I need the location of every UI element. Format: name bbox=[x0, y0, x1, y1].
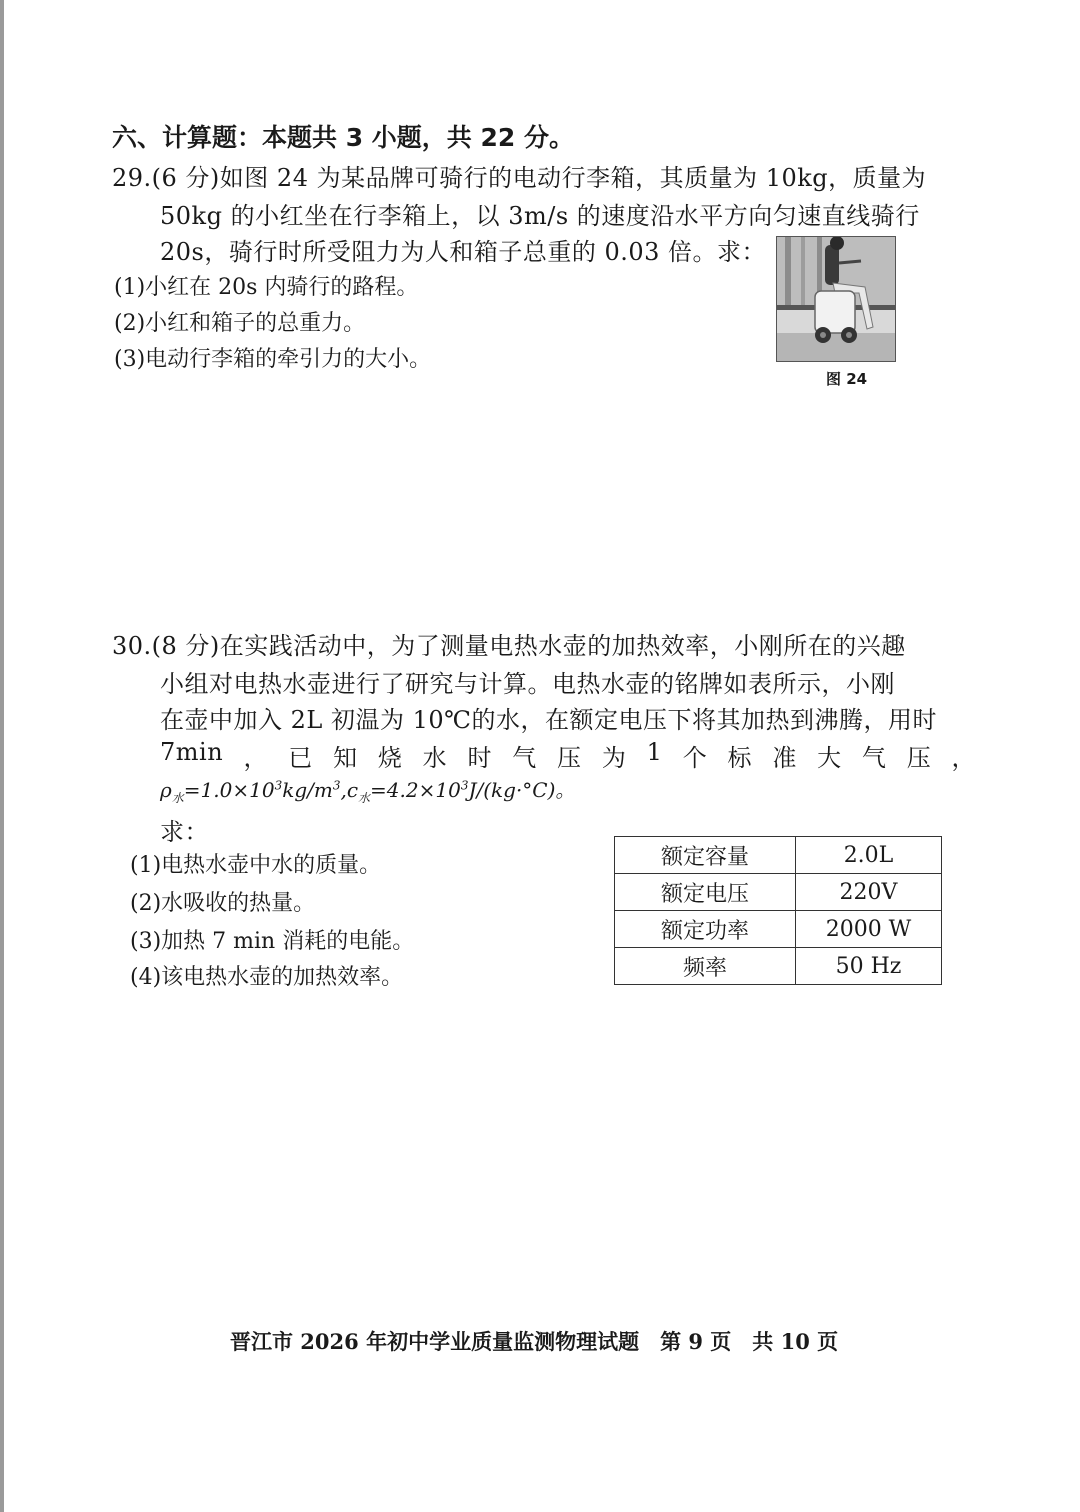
suitcase-scooter-photo bbox=[776, 236, 896, 362]
q30-sub2: (2)水吸收的热量。 bbox=[130, 891, 316, 916]
q30-line4-word: 标 bbox=[727, 744, 753, 772]
q30-line4-word: ， bbox=[243, 744, 268, 772]
q30-line4-word: 烧 bbox=[377, 744, 403, 772]
table-row bbox=[615, 948, 942, 985]
page-edge bbox=[0, 0, 4, 1512]
q30-sub4: (4)该电热水壶的加热效率。 bbox=[130, 965, 404, 990]
rho-unit: kg/m bbox=[282, 778, 333, 802]
q29-line1: 29.(6 分)如图 24 为某品牌可骑行的电动行李箱，其质量为 10kg，质量为 bbox=[112, 164, 927, 192]
q30-line4-word: 1 bbox=[646, 738, 663, 766]
q30-line4-word: 气 bbox=[861, 744, 887, 772]
nameplate-value: 2.0L bbox=[796, 837, 942, 874]
nameplate-value: 2000 W bbox=[796, 911, 942, 948]
q29-line3: 20s，骑行时所受阻力为人和箱子总重的 0.03 倍。求： bbox=[160, 238, 767, 266]
c-unit: J/(kg·°C) bbox=[468, 778, 556, 802]
c-sub: 水 bbox=[358, 791, 371, 805]
q30-line1: 30.(8 分)在实践活动中，为了测量电热水壶的加热效率，小刚所在的兴趣 bbox=[112, 632, 906, 660]
q29-sub1: (1)小红在 20s 内骑行的路程。 bbox=[114, 275, 419, 300]
q30-line4 bbox=[160, 738, 976, 773]
q29-sub2: (2)小红和箱子的总重力。 bbox=[114, 311, 366, 336]
section-heading: 六、计算题：本题共 3 小题，共 22 分。 bbox=[112, 123, 575, 152]
kettle-nameplate-table bbox=[614, 836, 942, 985]
q30-line4-word: 个 bbox=[682, 744, 708, 772]
q29-sub3: (3)电动行李箱的牵引力的大小。 bbox=[114, 347, 432, 372]
nameplate-label: 额定电压 bbox=[615, 874, 796, 911]
q30-line4-word: 气 bbox=[512, 744, 537, 772]
q30-sub1: (1)电热水壶中水的质量。 bbox=[130, 853, 382, 878]
q30-line4-word: 大 bbox=[817, 744, 842, 772]
nameplate-label: 额定功率 bbox=[615, 911, 796, 948]
q30-line4-word: 压 bbox=[557, 744, 582, 772]
c-symbol: ,c bbox=[340, 778, 359, 802]
q30-line4-word: 水 bbox=[422, 744, 448, 772]
table-row bbox=[615, 911, 942, 948]
formula-end: 。 bbox=[555, 778, 576, 802]
q30-line4-word: 7min bbox=[160, 738, 224, 766]
q30-line3: 在壶中加入 2L 初温为 10℃的水，在额定电压下将其加热到沸腾，用时 bbox=[160, 706, 937, 734]
q30-line4-word: 时 bbox=[467, 744, 492, 772]
table-row bbox=[615, 874, 942, 911]
nameplate-label: 频率 bbox=[615, 948, 796, 985]
rho-unit-exp: 3 bbox=[332, 778, 341, 793]
rho-mid: =1.0×10 bbox=[183, 778, 275, 802]
nameplate-value: 50 Hz bbox=[796, 948, 942, 985]
q30-line2: 小组对电热水壶进行了研究与计算。电热水壶的铭牌如表所示，小刚 bbox=[160, 670, 895, 698]
nameplate-label: 额定容量 bbox=[615, 837, 796, 874]
q30-line4-word: 已 bbox=[288, 744, 313, 772]
q30-line4-word: 准 bbox=[772, 744, 797, 772]
table-row bbox=[615, 837, 942, 874]
rho-sub: 水 bbox=[171, 791, 184, 805]
rider-on-suitcase-image bbox=[777, 237, 895, 361]
q30-ask: 求： bbox=[160, 818, 209, 846]
q30-line4-word: 知 bbox=[333, 744, 358, 772]
c-exp: 3 bbox=[460, 778, 469, 793]
q29-line2: 50kg 的小红坐在行李箱上，以 3m/s 的速度沿水平方向匀速直线骑行 bbox=[160, 202, 920, 230]
density-specific-heat-formula bbox=[160, 774, 575, 806]
q30-line4-word: 压 bbox=[906, 744, 932, 772]
q30-line4-word: 为 bbox=[601, 744, 627, 772]
rho-exp: 3 bbox=[274, 778, 283, 793]
figure-caption: 图 24 bbox=[826, 370, 868, 388]
page-footer: 晋江市 2026 年初中学业质量监测物理试题 第 9 页 共 10 页 bbox=[230, 1329, 839, 1354]
q30-sub3: (3)加热 7 min 消耗的电能。 bbox=[130, 929, 415, 954]
q30-line4-word: ， bbox=[951, 744, 976, 772]
nameplate-value: 220V bbox=[796, 874, 942, 911]
rho-symbol: ρ bbox=[160, 778, 172, 802]
c-mid: =4.2×10 bbox=[370, 778, 461, 802]
